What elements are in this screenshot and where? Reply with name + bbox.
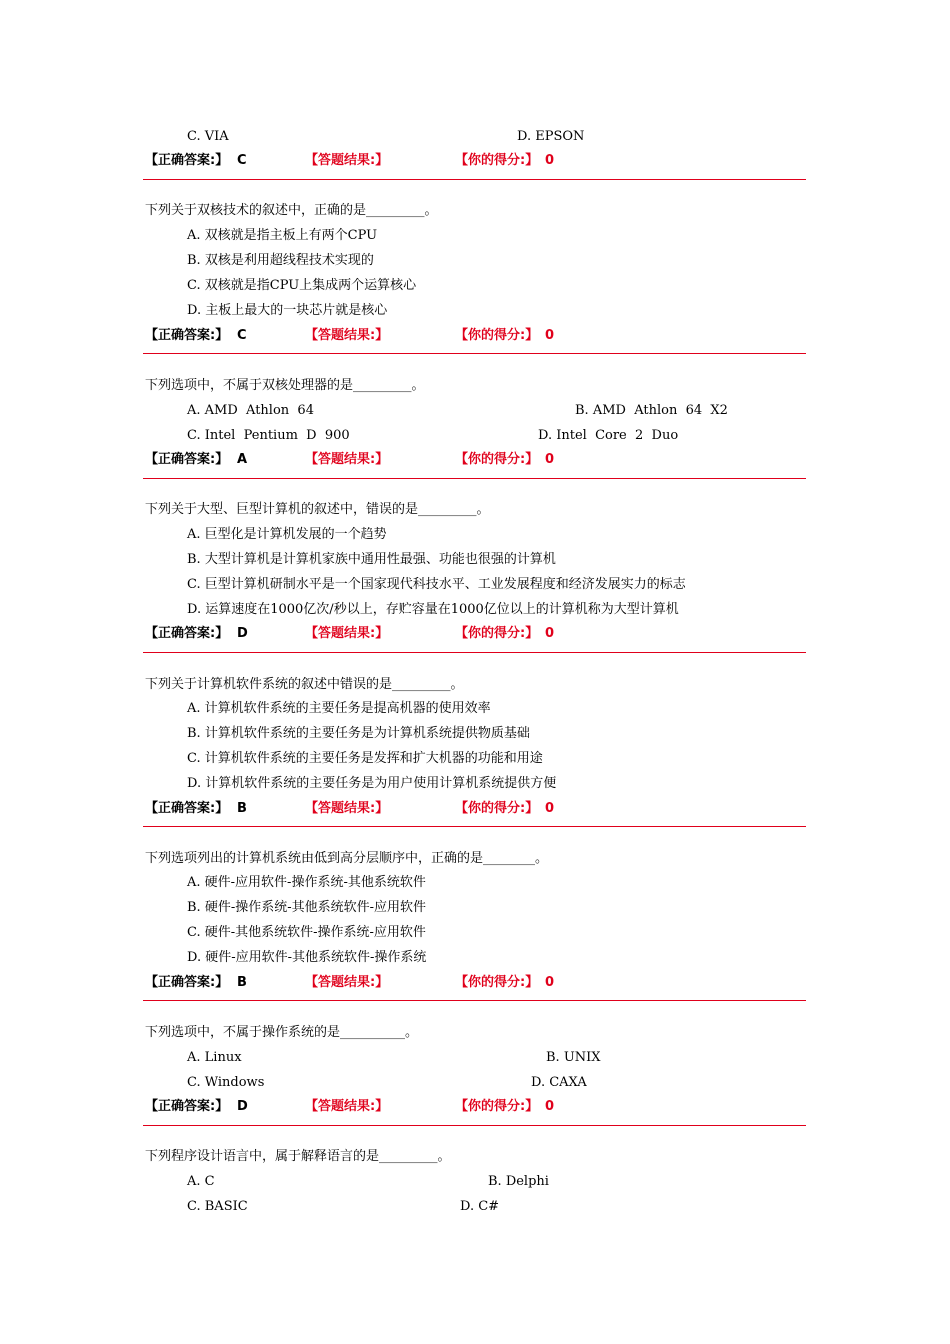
option-d: D. Intel Core 2 Duo bbox=[538, 428, 679, 443]
correct-answer-value: A bbox=[237, 452, 248, 467]
score-label: 【你的得分:】 bbox=[455, 153, 539, 168]
option-d: D. 计算机软件系统的主要任务是为用户使用计算机系统提供方便 bbox=[187, 776, 557, 791]
result-label: 【答题结果:】 bbox=[305, 153, 389, 168]
correct-answer-value: D bbox=[237, 626, 248, 641]
question-text: 下列选项列出的计算机系统由低到高分层顺序中，正确的是________。 bbox=[145, 851, 549, 866]
score-value: 0 bbox=[545, 1099, 555, 1114]
option-a: A. AMD Athlon 64 bbox=[187, 403, 314, 418]
option-d: D. 运算速度在1000亿次/秒以上，存贮容量在1000亿位以上的计算机称为大型计算机 bbox=[187, 602, 679, 617]
score-label: 【你的得分:】 bbox=[455, 328, 539, 343]
result-label: 【答题结果:】 bbox=[305, 626, 389, 641]
score-value: 0 bbox=[545, 452, 555, 467]
result-label: 【答题结果:】 bbox=[305, 975, 389, 990]
score-value: 0 bbox=[545, 801, 555, 816]
option-c: C. Intel Pentium D 900 bbox=[187, 428, 350, 443]
option-c: C. BASIC bbox=[187, 1199, 248, 1214]
option-c: C. VIA bbox=[187, 129, 229, 144]
option-c: C. 双核就是指CPU上集成两个运算核心 bbox=[187, 278, 417, 293]
divider bbox=[143, 1000, 806, 1001]
correct-answer-label: 【正确答案:】 bbox=[145, 452, 229, 467]
option-d: D. CAXA bbox=[531, 1075, 587, 1090]
option-b: B. Delphi bbox=[488, 1174, 549, 1189]
score-label: 【你的得分:】 bbox=[455, 626, 539, 641]
correct-answer-label: 【正确答案:】 bbox=[145, 801, 229, 816]
option-a: A. 巨型化是计算机发展的一个趋势 bbox=[187, 527, 387, 542]
divider bbox=[143, 179, 806, 180]
score-value: 0 bbox=[545, 626, 555, 641]
question-text: 下列关于大型、巨型计算机的叙述中，错误的是_________。 bbox=[145, 502, 490, 517]
score-value: 0 bbox=[545, 975, 555, 990]
option-c: C. Windows bbox=[187, 1075, 265, 1090]
divider bbox=[143, 826, 806, 827]
score-label: 【你的得分:】 bbox=[455, 1099, 539, 1114]
divider bbox=[143, 1125, 806, 1126]
result-label: 【答题结果:】 bbox=[305, 452, 389, 467]
option-b: B. 大型计算机是计算机家族中通用性最强、功能也很强的计算机 bbox=[187, 552, 556, 567]
option-a: A. 硬件-应用软件-操作系统-其他系统软件 bbox=[187, 875, 426, 890]
option-a: A. 计算机软件系统的主要任务是提高机器的使用效率 bbox=[187, 701, 491, 716]
correct-answer-value: B bbox=[237, 975, 247, 990]
correct-answer-label: 【正确答案:】 bbox=[145, 975, 229, 990]
option-c: C. 计算机软件系统的主要任务是发挥和扩大机器的功能和用途 bbox=[187, 751, 543, 766]
correct-answer-value: B bbox=[237, 801, 247, 816]
question-text: 下列选项中，不属于操作系统的是__________。 bbox=[145, 1025, 419, 1040]
question-text: 下列程序设计语言中，属于解释语言的是_________。 bbox=[145, 1149, 451, 1164]
result-label: 【答题结果:】 bbox=[305, 1099, 389, 1114]
option-a: A. 双核就是指主板上有两个CPU bbox=[187, 228, 378, 243]
correct-answer-value: C bbox=[237, 153, 247, 168]
score-value: 0 bbox=[545, 328, 555, 343]
result-label: 【答题结果:】 bbox=[305, 801, 389, 816]
option-b: B. 双核是利用超线程技术实现的 bbox=[187, 253, 374, 268]
score-label: 【你的得分:】 bbox=[455, 801, 539, 816]
question-text: 下列关于双核技术的叙述中，正确的是_________。 bbox=[145, 203, 438, 218]
option-b: B. AMD Athlon 64 X2 bbox=[575, 403, 728, 418]
divider bbox=[143, 652, 806, 653]
correct-answer-label: 【正确答案:】 bbox=[145, 626, 229, 641]
option-b: B. 硬件-操作系统-其他系统软件-应用软件 bbox=[187, 900, 426, 915]
option-b: B. 计算机软件系统的主要任务是为计算机系统提供物质基础 bbox=[187, 726, 530, 741]
result-label: 【答题结果:】 bbox=[305, 328, 389, 343]
option-a: A. Linux bbox=[187, 1050, 242, 1065]
correct-answer-value: C bbox=[237, 328, 247, 343]
correct-answer-label: 【正确答案:】 bbox=[145, 1099, 229, 1114]
option-d: D. 主板上最大的一块芯片就是核心 bbox=[187, 303, 388, 318]
option-d: D. C# bbox=[460, 1199, 500, 1214]
correct-answer-label: 【正确答案:】 bbox=[145, 153, 229, 168]
score-label: 【你的得分:】 bbox=[455, 975, 539, 990]
option-d: D. 硬件-应用软件-其他系统软件-操作系统 bbox=[187, 950, 427, 965]
option-c: C. 巨型计算机研制水平是一个国家现代科技水平、工业发展程度和经济发展实力的标志 bbox=[187, 577, 686, 592]
question-text: 下列选项中，不属于双核处理器的是_________。 bbox=[145, 378, 425, 393]
correct-answer-label: 【正确答案:】 bbox=[145, 328, 229, 343]
divider bbox=[143, 353, 806, 354]
divider bbox=[143, 478, 806, 479]
score-label: 【你的得分:】 bbox=[455, 452, 539, 467]
option-b: B. UNIX bbox=[546, 1050, 601, 1065]
correct-answer-value: D bbox=[237, 1099, 248, 1114]
option-a: A. C bbox=[187, 1174, 215, 1189]
option-c: C. 硬件-其他系统软件-操作系统-应用软件 bbox=[187, 925, 426, 940]
option-d: D. EPSON bbox=[517, 129, 585, 144]
score-value: 0 bbox=[545, 153, 555, 168]
question-text: 下列关于计算机软件系统的叙述中错误的是_________。 bbox=[145, 677, 464, 692]
